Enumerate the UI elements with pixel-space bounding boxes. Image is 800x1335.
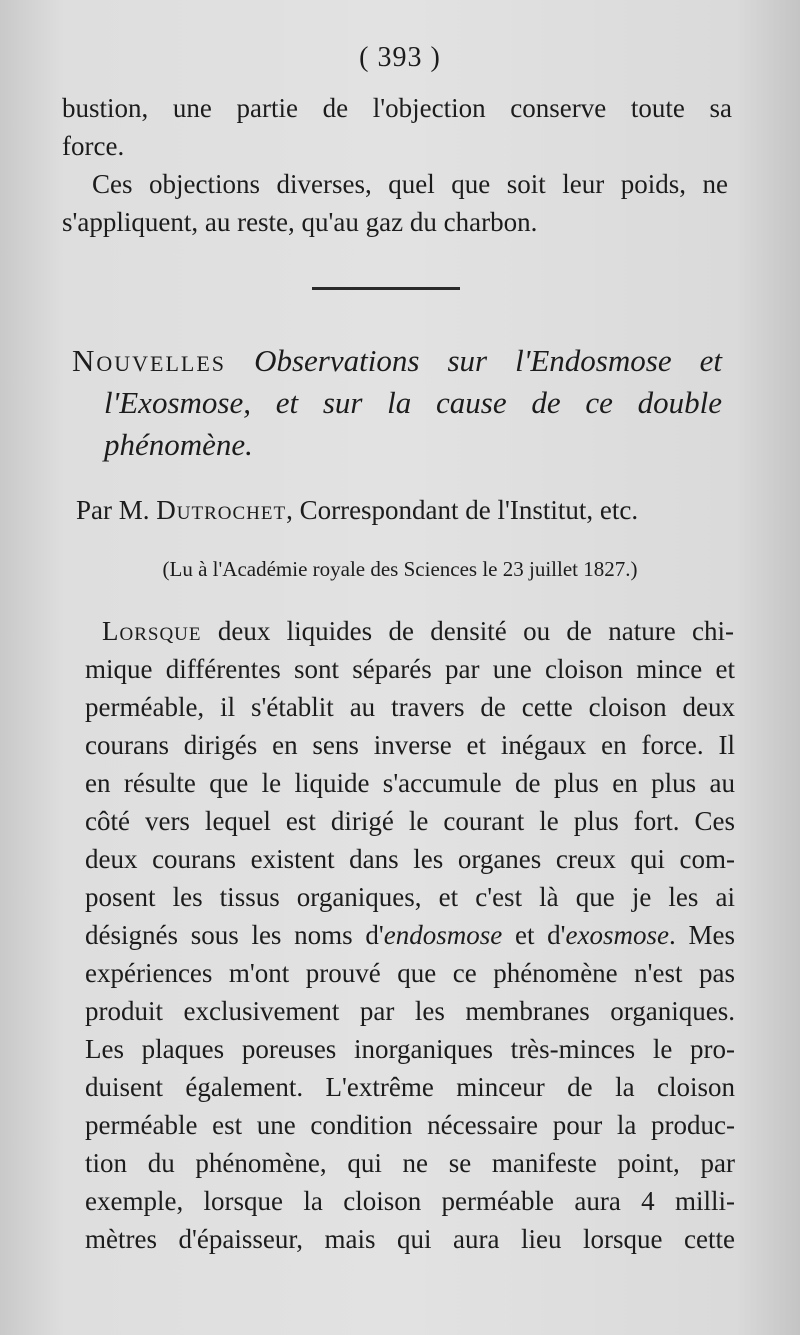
byline-prefix: Par M.: [76, 495, 157, 525]
body-line: produit exclusivement par les membranes organiques.: [85, 996, 735, 1026]
body-text: et d': [502, 920, 566, 950]
body-line: deux courans existent dans les organes creux qui com-: [85, 844, 735, 874]
byline-suffix: , Correspondant de l'Institut, etc.: [286, 495, 639, 525]
article-title-line: [72, 340, 722, 382]
body-text: désignés sous les noms d': [85, 920, 384, 950]
term-endosmose: endosmose: [383, 920, 503, 950]
text-line: Ces objections diverses, quel que soit leur poids, ne: [92, 169, 728, 199]
body-line: mètres d'épaisseur, mais qui aura lieu lorsque cette: [85, 1224, 735, 1254]
body-line: [85, 916, 735, 954]
body-line: perméable est une condition nécessaire pour la produc-: [85, 1110, 735, 1140]
body-line: exemple, lorsque la cloison perméable aura 4 milli-: [85, 1186, 735, 1216]
title-text: Observations sur l'Endosmose et: [254, 343, 722, 378]
drop-word: Lorsque: [102, 616, 202, 646]
term-exosmose: exosmose: [565, 920, 670, 950]
article-title-line: l'Exosmose, et sur la cause de ce double: [104, 385, 722, 420]
body-line: tion du phénomène, qui ne se manifeste point, par: [85, 1148, 735, 1178]
byline: [76, 492, 724, 528]
body-line: courans dirigés en sens inverse et inégaux en force. Il: [85, 730, 735, 760]
page-number: ( 393 ): [359, 42, 441, 73]
section-divider: [312, 287, 460, 290]
body-line: en résulte que le liquide s'accumule de plus en plus au: [85, 768, 735, 798]
body-line: expériences m'ont prouvé que ce phénomène n'est pas: [85, 958, 735, 988]
body-text: deux liquides de densité ou de nature chi-: [201, 616, 734, 646]
text-line: s'appliquent, au reste, qu'au gaz du charbon.: [62, 207, 538, 237]
body-line: côté vers lequel est dirigé le courant le plus fort. Ces: [85, 806, 735, 836]
body-line: posent les tissus organiques, et c'est là que je les ai: [85, 882, 735, 912]
body-line: perméable, il s'établit au travers de cette cloison deux: [85, 692, 735, 722]
body-line: Les plaques poreuses inorganiques très-minces le pro-: [85, 1034, 735, 1064]
text-line: bustion, une partie de l'objection conserve toute sa: [62, 93, 732, 123]
body-line: [102, 612, 734, 650]
author-name: Dutrochet: [156, 495, 287, 525]
body-line: mique différentes sont séparés par une cloison mince et: [85, 654, 735, 684]
body-text: . Mes: [669, 920, 735, 950]
article-title-line: phénomène.: [104, 427, 253, 462]
reading-note: (Lu à l'Académie royale des Sciences le 23 juillet 1827.): [162, 557, 638, 581]
text-line: force.: [62, 131, 125, 161]
body-line: duisent également. L'extrême minceur de la cloison: [85, 1072, 735, 1102]
title-lead: Nouvelles: [72, 343, 227, 378]
